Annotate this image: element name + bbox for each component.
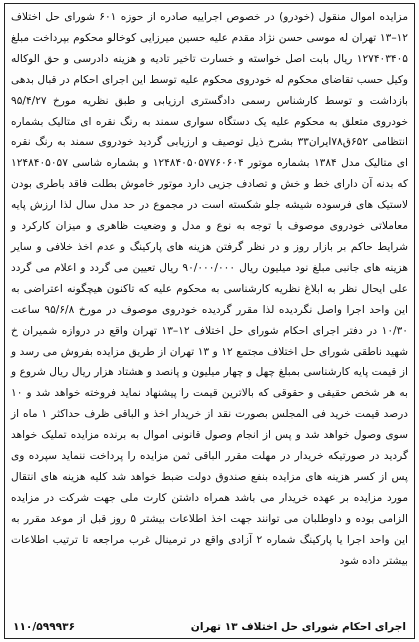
auction-notice xyxy=(4,3,415,639)
notice-body-text: مزایده اموال منقول (خودرو) در خصوص اجراییه صادره از حوزه ۶۰۱ شورای حل اختلاف ۱۲–۱۳ تهران له موسی حسن نژاد مقدم علیه حسین میرزایی کوخالو محکوم بپرداخت مبلغ ۱۲۷۴۰۳۴۰۵ ریال بابت اصل خواسته و خسارت تاخیر تادیه و هزینه دادرسی و حق الوکاله وکیل حسب تقاضای محکوم له خودروی محکوم علیه توسط این اجرای احکام در قبال بدهی بازداشت و توسط کارشناس رسمی دادگستری ارزیابی و طبق نظریه مورخ ۹۵/۴/۲۷ خودروی متعلق به محکوم علیه یک دستگاه سواری سمند به رنگ نقره ای متالیک بشماره انتظامی ۶۵۲ق۷۸ایران۳۳ بشرح ذیل توصیف و ارزیابی گردید خودروی سمند به رنگ نقره ای متالیک مدل ۱۳۸۴ بشماره موتور ۱۲۴۸۴۰۵۰۵۷۷۶۰۶۰۴ و بشماره شاسی ۱۲۴۸۴۰۵۰۵۷ که بدنه آن دارای خط و خش و تصادف جزیی دارد موتور خاموش بطلت فاقد باطری بودن لاستیک های فرسوده شیشه جلو شکسته است در مجموع در حد مدل سال لذا ارزش پایه معاملاتی خودروی موصوف با توجه به نوع و مدل و وضعیت ظاهری و میزان کارکرد و شرایط حاکم بر بازار روز و در نظر گرفتن هزینه های پارکینگ و عدم اخذ خلافی و سایر هزینه های جانبی مبلغ نود میلیون ریال ۹۰/۰۰۰/۰۰۰ ریال تعیین می گردد و اعلام می گردد علی ایحال نظر به ابلاغ نظریه کارشناسی به محکوم علیه که تاکنون هیچگونه اعتراضی به این واحد اجرا واصل نگردیده لذا مقرر گردیده خودروی موصوف در مورخ ۹۵/۶/۸ ساعت ۱۰/۳۰ در دفتر اجرای احکام شورای حل اختلاف ۱۲–۱۳ تهران واقع در دروازه شمیران خ شهید ناطقی شورای حل اختلاف مجتمع ۱۲ و ۱۳ تهران از طریق مزایده بفروش می رسد و از قیمت پایه کارشناسی بمبلغ چهل و چهار میلیون و پانصد و هشتاد هزار ریال ریال شروع و به هر شخص حقیقی و حقوقی که بالاترین قیمت را پیشنهاد نماید فروخته خواهد شد و ۱۰ درصد قیمت خرید فی المجلس بصورت نقد از خریدار اخذ و الباقی ظرف حداکثر ۱ ماه از سوی وصول خواهد شد و پس از انجام وصول قانونی اموال به برنده مزایده تملیک خواهد گردید در صورتیکه خریدار در مهلت مقرر الباقی ثمن مزایده را پرداخت ننماید سپرده وی پس از کسر هزینه های مزایده بنفع صندوق دولت ضبط خواهد شد کلیه هزینه های انتقال مورد مزایده بر عهده خریدار می باشد همراه داشتن کارت ملی جهت شرکت در مزایده الزامی بوده و داوطلبان می توانند جهت اخذ اطلاعات بیشتر ۵ روز قبل از موعد مقرر به این واحد اجرا یا پارکینگ شماره ۲ آزادی واقع در ترمینال غرب مراجعه تا ترتیب اطلاعات بیشتر داده شود xyxy=(11,11,409,567)
issuer-name: اجرای احکام شورای حل اختلاف ۱۳ تهران xyxy=(190,621,406,633)
notice-footer xyxy=(5,621,414,633)
reference-number: ۱۱۰/۵۹۹۹۳۶ xyxy=(13,621,76,633)
